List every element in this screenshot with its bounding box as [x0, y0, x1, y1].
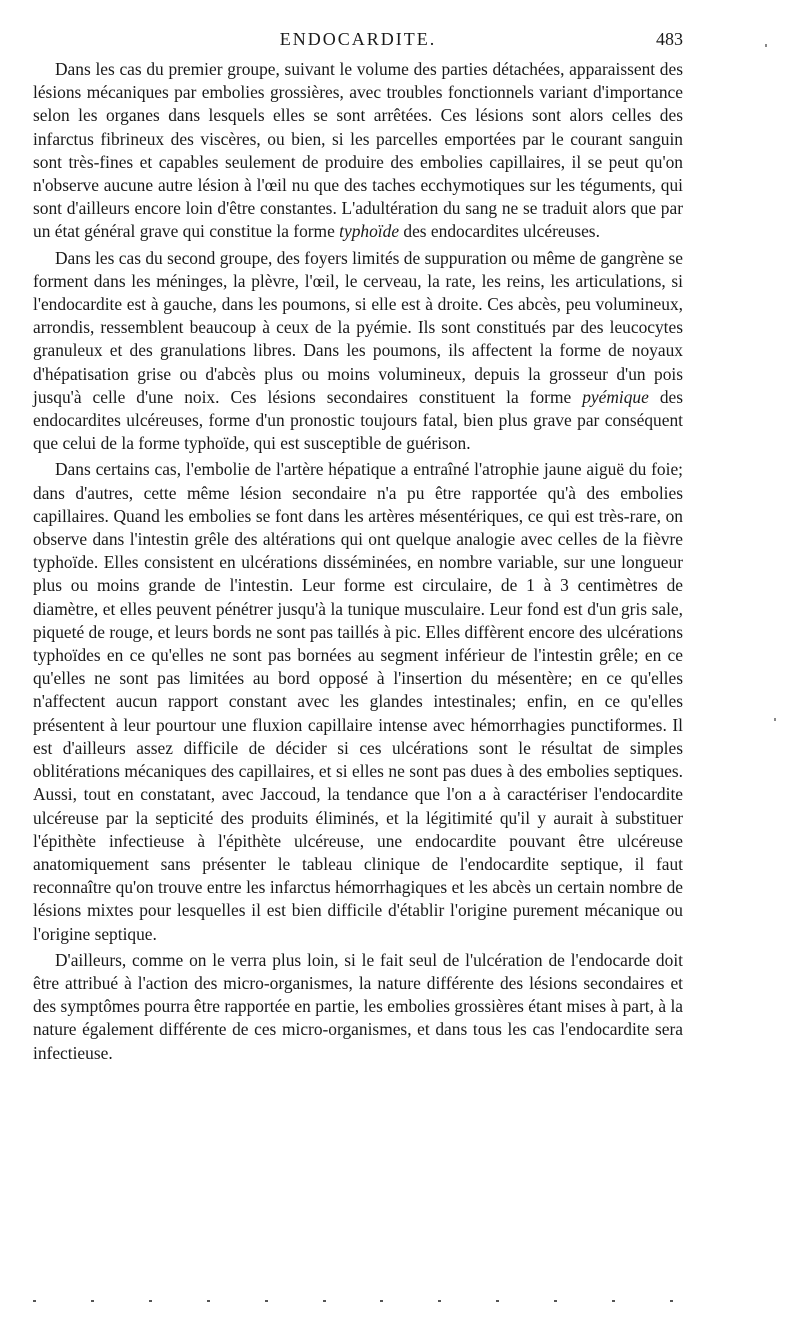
paragraph-2 — [33, 247, 683, 456]
running-head: ENDOCARDITE. — [279, 29, 437, 49]
paragraph-2-emphasis: pyémique — [582, 386, 649, 407]
paragraph-4 — [33, 949, 683, 1065]
speck — [265, 1300, 268, 1302]
paragraph-1-text: Dans les cas du premier groupe, suivant le volume des parties détachées, apparaissent des lésions mécaniques par embolies grossières, avec troubles fonctionnels variant d'importance selon les organes dans lesquels elles se sont arrêtées. Ces lésions sont alors celles des infarctus fibrineux des viscères, ou bien, si les parcelles emportées par le courant sanguin sont très-fines et capables seulement de produire des embolies capillaires, il se peut qu'on n'observe aucune autre lésion à l'œil nu que des taches ecchymotiques sur les téguments, qui sont d'ailleurs encore loin d'être constantes. L'adultération du sang ne se traduit alors que par un état général grave qui constitue la forme — [33, 59, 683, 242]
speck — [207, 1300, 210, 1302]
speck — [323, 1300, 326, 1302]
speck — [91, 1300, 94, 1302]
margin-speck — [774, 718, 776, 721]
margin-speck — [765, 44, 767, 47]
speck — [438, 1300, 441, 1302]
paragraph-3 — [33, 458, 683, 945]
speck — [33, 1300, 36, 1302]
paragraph-1-text-end: des endocardites ulcéreuses. — [399, 221, 600, 242]
speck — [149, 1300, 152, 1302]
paragraph-2-text-end: des endocardites ulcéreuses, forme d'un pronostic toujours fatal, bien plus grave par conséquent que celui de la forme typhoïde, qui est susceptible de guérison. — [33, 386, 683, 454]
speck — [554, 1300, 557, 1302]
speck — [612, 1300, 615, 1302]
speck — [496, 1300, 499, 1302]
paragraph-4-text: D'ailleurs, comme on le verra plus loin, si le fait seul de l'ulcération de l'endocarde doit être attribué à l'action des micro-organismes, la nature différente des lésions secondaires et des symptômes pourra être rapportée en partie, les embolies grossières étant mises à part, à la nature également différente de ces micro-organismes, et dans tous les cas l'endocardite sera infectieuse. — [33, 949, 683, 1063]
paragraph-1 — [33, 58, 683, 244]
page-number: 483 — [656, 29, 683, 49]
paragraph-2-text: Dans les cas du second groupe, des foyers limités de suppuration ou même de gangrène se forment dans les méninges, la plèvre, l'œil, le cerveau, la rate, les reins, les articulations, si l'endocardite est à gauche, dans les poumons, si elle est à droite. Ces abcès, peu volumineux, arrondis, ressemblent beaucoup à ceux de la pyémie. Ils sont constitués par des leucocytes granuleux et des granulations libres. Dans les poumons, ils affectent la forme de noyaux d'hépatisation grise ou d'abcès plus ou moins volumineux, depuis la grosseur d'un pois jusqu'à celle d'une noix. Ces lésions secondaires constituent la forme — [33, 247, 683, 407]
speck — [670, 1300, 673, 1302]
speck — [380, 1300, 383, 1302]
bleed-through-marks — [33, 1300, 673, 1306]
paragraph-3-text: Dans certains cas, l'embolie de l'artère hépatique a entraîné l'atrophie jaune aiguë du foie; dans d'autres, cette même lésion secondaire n'a pu être rapportée qu'à des embolies capillaires. Quand les embolies se font dans les artères mésentériques, ce qui est très-rare, on observe dans l'intestin grêle des altérations qui ont quelque analogie avec celles de la fièvre typhoïde. Elles consistent en ulcérations disséminées, en nombre variable, sur une longueur plus ou moins grande de l'intestin. Leur forme est circulaire, de 1 à 3 centimètres de diamètre, et elles peuvent pénétrer jusqu'à la tunique musculaire. Leur fond est d'un gris sale, piqueté de rouge, et leurs bords ne sont pas taillés à pic. Elles diffèrent encore des ulcérations typhoïdes en ce qu'elles ne sont pas bornées au segment inférieur de l'intestin grêle; en ce qu'elles ne sont pas limitées au bord opposé à l'insertion du mésentère; en ce qu'elles n'affectent aucun rapport constant avec les glandes intestinales; enfin, en ce qu'elles présentent à leur pourtour une fluxion capillaire intense avec hémorrhagies punctiformes. Il est d'ailleurs assez difficile de décider si ces ulcérations sont le résultat de simples oblitérations mécaniques des capillaires, et si elles ne sont pas dues à des embolies septiques. Aussi, tout en constatant, avec Jaccoud, la tendance que l'on a à caractériser l'endocardite ulcéreuse par la septicité des produits éliminés, et la légitimité qu'il y aurait à substituer l'épithète infectieuse à l'épithète ulcéreuse, une endocardite pouvant être ulcéreuse anatomiquement sans présenter le tableau clinique de l'endocardite septique, il faut reconnaître qu'on trouve entre les infarctus hémorrhagiques et les abcès un certain nombre de lésions mixtes pour lesquelles il est bien difficile d'établir l'origine purement mécanique ou l'origine septique. — [33, 459, 683, 944]
paragraph-1-emphasis: typhoïde — [339, 221, 400, 242]
page-header — [33, 26, 683, 52]
body-text — [33, 58, 683, 1068]
